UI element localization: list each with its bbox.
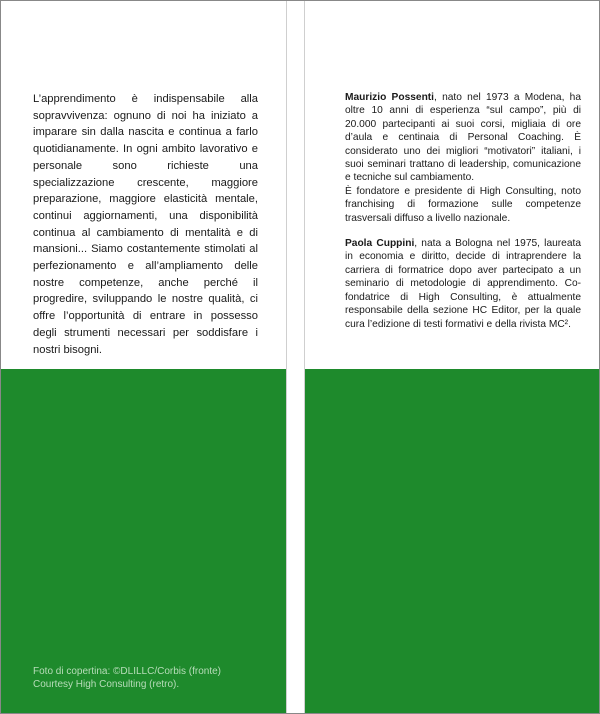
credit-line-1: Foto di copertina: ©DLILLC/Corbis (fronte): [33, 666, 222, 677]
left-panel: [1, 1, 286, 713]
photo-credits: [33, 666, 273, 691]
bio-cuppini: [345, 237, 581, 331]
bio-possenti-founder: È fondatore e presidente di High Consulting, noto franchising di formazione sulle competenze trasversali diffuso a livello nazionale.: [345, 185, 581, 224]
center-fold: [286, 1, 305, 713]
right-green-block: [305, 369, 599, 713]
credit-line-2: Courtesy High Consulting (retro).: [33, 678, 180, 690]
bio-possenti: [345, 91, 581, 185]
bio-cuppini-text: , nata a Bologna nel 1975, laureata in economia e diritto, decide di intraprendere la carriera di formatrice dopo aver partecipato a un seminario di metodologie di apprendimento. Co-fondatrice di High Consulting, è attualmente responsabile della sezione HC Editor, per la quale cura l’edizione di testi formativi e della rivista MC².: [345, 238, 581, 330]
intro-paragraph: L’apprendimento è indispensabile alla sopravvivenza: ognuno di noi ha iniziato a imparare sin dalla nascita e continua a farlo quotidianamente. In ogni ambito lavorativo e personale sono richieste una specializzazione crescente, maggiore preparazione, maggiore elasticità mentale, continui aggiornamenti, una disponibilità continua al cambiamento di mentalità e di mansioni... Siamo costantemente stimolati al perfezionamento e all’ampliamento delle nostre competenze, anche perché il progredire, sviluppando le nostre qualità, ci offre l’opportunità di entrare in possesso degli strumenti necessari per soddisfare i nostri bisogni.: [33, 93, 258, 356]
right-panel: [305, 1, 599, 713]
author-name-possenti: Maurizio Possenti: [345, 92, 435, 103]
left-green-block: [1, 369, 286, 713]
author-name-cuppini: Paola Cuppini: [345, 238, 415, 250]
bio-possenti-text: , nato nel 1973 a Modena, ha oltre 10 anni di esperienza “sul campo”, più di 20.000 partecipanti ai suoi corsi, migliaia di ore d’aula e centinaia di Personal Coaching. È considerato uno dei migliori “motivatori” italiani, i suoi seminari trattano di leadership, comunicazione e tecniche sul cambiamento.: [345, 92, 581, 184]
author-bios: [345, 91, 581, 343]
